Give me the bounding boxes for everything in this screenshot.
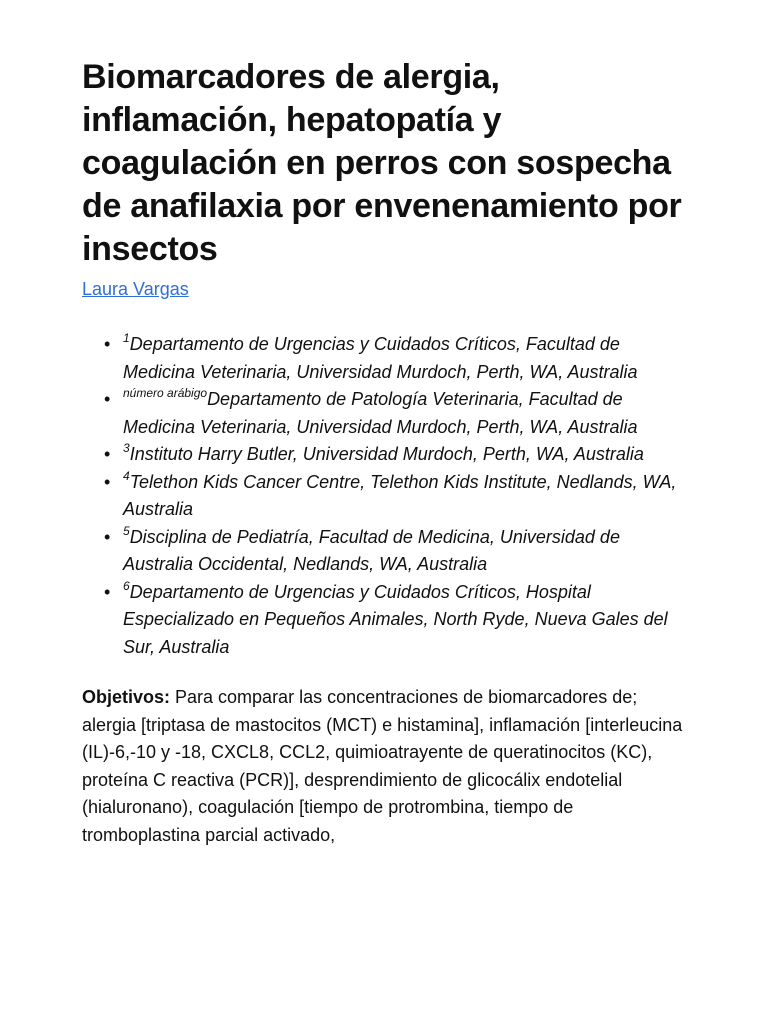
objectives-paragraph: [82, 684, 686, 849]
affiliation-text: Instituto Harry Butler, Universidad Murdoch, Perth, WA, Australia: [129, 444, 644, 464]
bullet-icon: •: [104, 526, 111, 547]
affiliation-text: Departamento de Urgencias y Cuidados Críticos, Hospital Especializado en Pequeños Animales, North Ryde, Nueva Gales del Sur, Australia: [123, 581, 668, 657]
bullet-icon: •: [104, 581, 111, 602]
affiliation-item: [104, 523, 686, 579]
affiliation-item: [104, 441, 686, 469]
affiliation-marker: número arábigo: [123, 386, 208, 400]
article-title: Biomarcadores de alergia, inflamación, hepatopatía y coagulación en perros con sospecha de anafilaxia por envenenamiento por insectos: [82, 58, 682, 268]
author-link[interactable]: Laura Vargas: [82, 279, 189, 299]
objectives-label: Objetivos:: [82, 687, 171, 707]
objectives-text: Para comparar las concentraciones de biomarcadores de; alergia [triptasa de mastocitos (MCT) e histamina], inflamación [interleucina (IL)-6,-10 y -18, CXCL8, CCL2, quimioatrayente de queratinocitos (KC), proteína C reactiva (PCR)], desprendimiento de glicocálix endotelial (hialuronano), coagulación [tiempo de protrombina, tiempo de tromboplastina parcial activado,: [82, 687, 683, 845]
affiliation-marker: 6: [123, 578, 130, 593]
bullet-icon: •: [104, 389, 111, 409]
affiliation-text: Telethon Kids Cancer Centre, Telethon Kids Institute, Nedlands, WA, Australia: [123, 471, 677, 519]
bullet-icon: •: [104, 334, 111, 354]
affiliation-item: [104, 331, 686, 386]
affiliation-marker: 4: [123, 468, 130, 483]
affiliations-list: [82, 331, 686, 661]
affiliation-marker: 1: [123, 331, 130, 345]
bullet-icon: •: [104, 471, 111, 492]
affiliation-text: Departamento de Urgencias y Cuidados Críticos, Facultad de Medicina Veterinaria, Universidad Murdoch, Perth, WA, Australia: [123, 334, 638, 382]
affiliation-text: Disciplina de Pediatría, Facultad de Medicina, Universidad de Australia Occidental, Nedlands, WA, Australia: [123, 526, 620, 574]
affiliation-text: Departamento de Patología Veterinaria, Facultad de Medicina Veterinaria, Universidad Murdoch, Perth, WA, Australia: [123, 389, 638, 437]
affiliation-item: [104, 578, 686, 662]
affiliation-item: [104, 386, 686, 441]
affiliation-item: [104, 468, 686, 524]
affiliation-marker: 3: [123, 441, 130, 455]
affiliation-marker: 5: [123, 523, 130, 538]
bullet-icon: •: [104, 444, 111, 464]
